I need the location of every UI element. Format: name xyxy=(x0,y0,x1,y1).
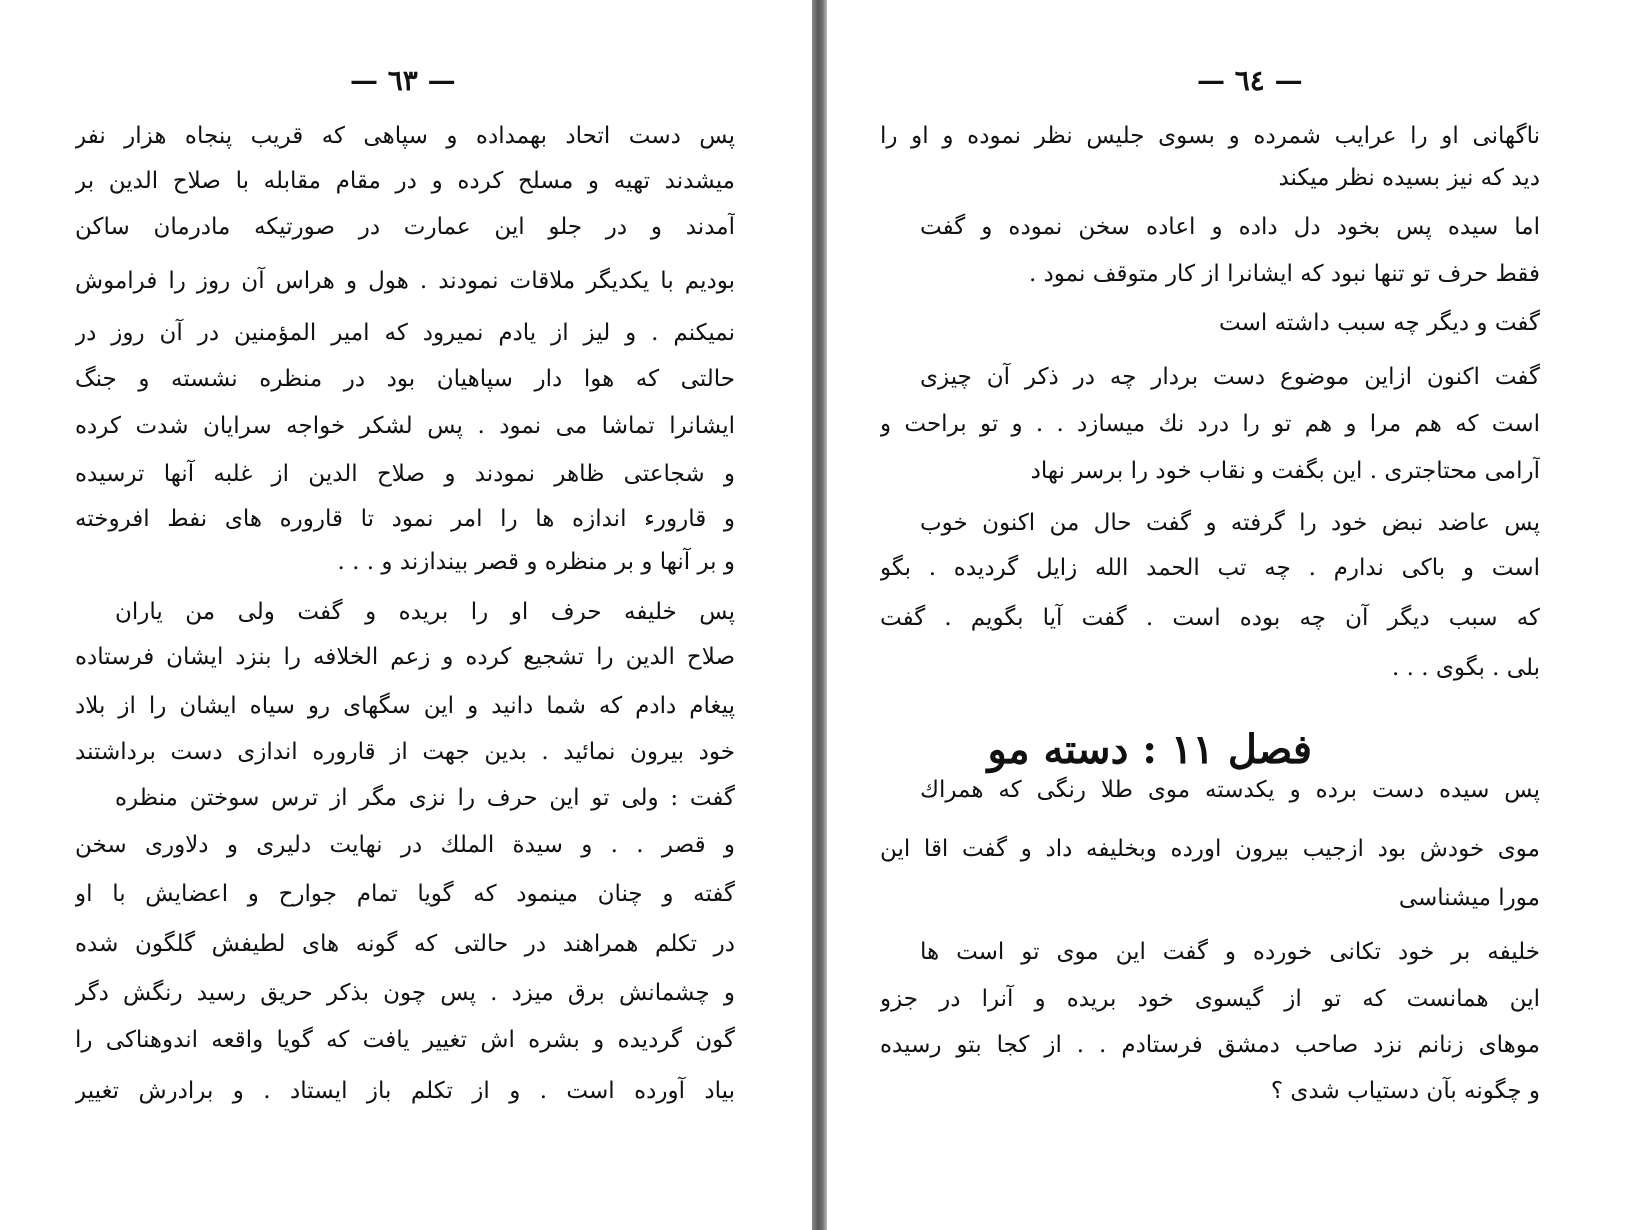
text-line: آرامی محتاجتری . این بگفت و نقاب خود را برسر نهاد xyxy=(1030,458,1540,484)
text-line: پس عاضد نبض خود را گرفته و گفت حال من اکنون خوب xyxy=(920,510,1540,536)
text-line: است و باکی ندارم . چه تب الحمد الله زایل گردیده . بگو xyxy=(880,555,1540,581)
text-line: این همانست که تو از گیسوی خود بریده و آنرا در جزو xyxy=(880,986,1540,1012)
text-line: و شجاعتی ظاهر نمودند و صلاح الدین از غلبه آنها ترسیده xyxy=(75,461,735,487)
text-line: گون گردیده و بشره اش تغییر یافت که گویا واقعه اندوهناکی را xyxy=(75,1027,735,1053)
text-line: خلیفه بر خود تکانی خورده و گفت این موی تو است ها xyxy=(920,939,1540,965)
chapter-heading: فصل ١١ : دسته مو xyxy=(987,726,1312,773)
text-line: گفت اکنون ازاین موضوع دست بردار چه در ذکر آن چیزی xyxy=(920,364,1540,390)
book-spine-divider xyxy=(812,0,827,1230)
text-line: است که هم مرا و هم تو را درد نك میسازد . . و تو براحت و xyxy=(880,411,1540,437)
text-line: فقط حرف تو تنها نبود که ایشانرا از کار متوقف نمود . xyxy=(1028,261,1540,287)
text-line: و قارورء اندازه ها را امر نمود تا قاروره های نفط افروخته xyxy=(75,506,735,532)
right-page xyxy=(827,0,1632,1230)
text-line: بلی . بگوی . . . xyxy=(1392,655,1540,681)
text-line: و چگونه بآن دستیاب شدی ؟ xyxy=(1270,1078,1540,1104)
text-line: و قصر . . و سیدة الملك در نهایت دلیری و دلاوری سخن xyxy=(75,832,735,858)
left-page xyxy=(0,0,812,1230)
text-line: در تکلم همراهند در حالتی که گونه های لطیفش گلگون شده xyxy=(75,931,735,957)
page-number: — ٦٤ — xyxy=(1197,64,1303,97)
text-line: گفت : ولی تو این حرف را نزی مگر از ترس سوختن منظره xyxy=(115,785,735,811)
text-line: مورا میشناسی xyxy=(1398,885,1540,911)
text-line: که سبب دیگر آن چه بوده است . گفت آیا بگویم . گفت xyxy=(880,605,1540,631)
page-number: — ٦٣ — xyxy=(350,64,456,97)
text-line: و چشمانش برق میزد . پس چون بذکر حریق رسید رنگش دگر xyxy=(75,980,735,1006)
text-line: ایشانرا تماشا می نمود . پس لشکر خواجه سرایان شدت کرده xyxy=(75,413,735,439)
text-line: ناگهانی او را عرایب شمرده و بسوی جلیس نظر نموده و او را xyxy=(880,123,1540,149)
text-line: نمیکنم . و لیز از یادم نمیرود که امیر المؤمنین در آن روز در xyxy=(75,320,735,346)
text-line: موهای زنانم نزد صاحب دمشق فرستادم . . از کجا بتو رسیده xyxy=(880,1032,1540,1058)
text-line: پس دست اتحاد بهمداده و سپاهی که قریب پنجاه هزار نفر xyxy=(75,123,735,149)
text-line: صلاح الدین را تشجیع کرده و زعم الخلافه را بنزد ایشان فرستاده xyxy=(75,644,735,670)
text-line: پس سیده دست برده و یکدسته موی طلا رنگی که همراك xyxy=(920,777,1540,803)
text-line: آمدند و در جلو این عمارت در صورتیکه مادرمان ساکن xyxy=(75,214,735,240)
text-line: گفته و چنان مینمود که گویا تمام جوارح و اعضایش با او xyxy=(75,881,735,907)
text-line: اما سیده پس بخود دل داده و اعاده سخن نموده و گفت xyxy=(920,214,1540,240)
text-line: دید که نیز بسیده نظر میکند xyxy=(1278,165,1540,191)
text-line: میشدند تهیه و مسلح کرده و در مقام مقابله با صلاح الدین بر xyxy=(75,168,735,194)
text-line: بیاد آورده است . و از تکلم باز ایستاد . و برادرش تغییر xyxy=(75,1078,735,1104)
text-line: گفت و دیگر چه سبب داشته است xyxy=(1219,310,1540,336)
text-line: و بر آنها و بر منظره و قصر بیندازند و . . . xyxy=(337,549,735,575)
text-line: خود بیرون نمائید . بدین جهت از قاروره اندازی دست برداشتند xyxy=(75,739,735,765)
text-line: پیغام دادم که شما دانید و این سگهای رو سیاه ایشان را از بلاد xyxy=(75,693,735,719)
text-line: پس خلیفه حرف او را بریده و گفت ولی من یاران xyxy=(115,599,735,625)
text-line: موی خودش بود ازجیب بیرون اورده وبخلیفه داد و گفت اقا این xyxy=(880,836,1540,862)
text-line: بودیم با یکدیگر ملاقات نمودند . هول و هراس آن روز را فراموش xyxy=(75,268,735,294)
text-line: حالتی که هوا دار سپاهیان بود در منظره نشسته و جنگ xyxy=(75,366,735,392)
